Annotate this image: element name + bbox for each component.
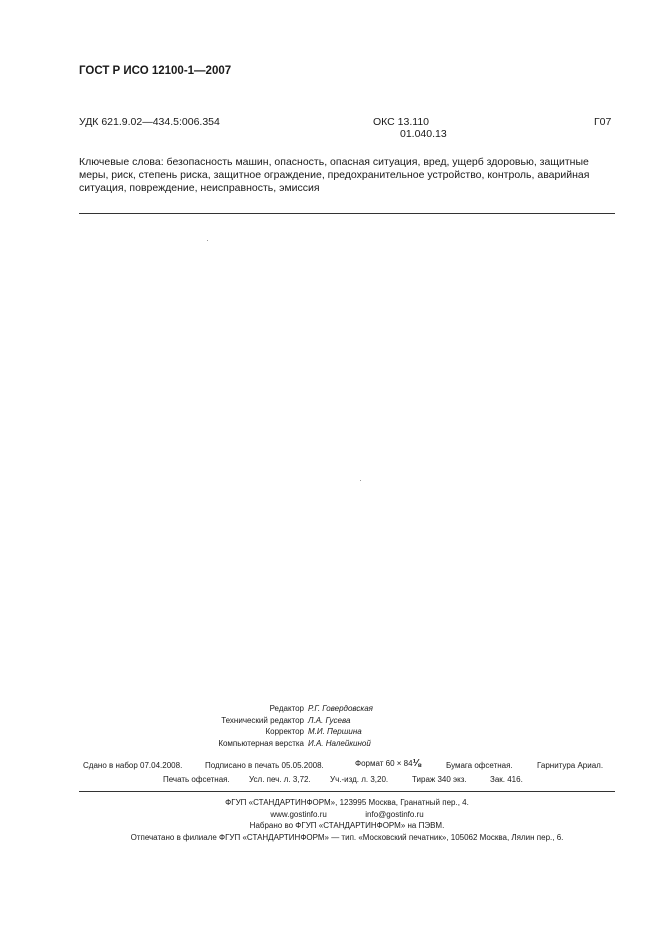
keywords-divider: [79, 213, 615, 214]
publisher-printed: Отпечатано в филиале ФГУП «СТАНДАРТИНФОРМ» — тип. «Московский печатник», 105062 Москва, Лялин пер., 6.: [130, 832, 564, 842]
oks-code-2: 01.040.13: [400, 128, 447, 140]
credit-name: И.А. Налейкиной: [308, 738, 371, 748]
imprint-font: Гарнитура Ариал.: [537, 761, 604, 770]
publisher-email[interactable]: info@gostinfo.ru: [365, 809, 424, 819]
credit-layout: [200, 738, 460, 750]
imprint-format: [355, 758, 421, 769]
group-code: Г07: [594, 116, 612, 128]
credit-name: Л.А. Гусева: [308, 715, 351, 725]
imprint-format-text: Формат 60 × 84: [355, 759, 413, 768]
scan-speck: [207, 240, 208, 241]
credit-tech-editor: [200, 715, 460, 727]
imprint-copies: Тираж 340 экз.: [412, 775, 467, 784]
credit-role: Редактор: [269, 704, 304, 713]
credit-role: Корректор: [265, 727, 304, 736]
imprint-conv-sheets: Усл. печ. л. 3,72.: [249, 775, 311, 784]
credit-name: Р.Г. Говердовская: [308, 704, 373, 713]
credit-corrector: [200, 726, 460, 738]
format-fraction: ⅛: [412, 758, 421, 769]
publisher-typeset: Набрано во ФГУП «СТАНДАРТИНФОРМ» на ПЭВМ.: [249, 821, 445, 830]
credit-role: Технический редактор: [221, 715, 304, 725]
imprint-print-type: Печать офсетная.: [163, 775, 230, 784]
credit-role: Компьютерная верстка: [218, 738, 304, 748]
credits-block: [200, 703, 460, 749]
credit-editor: [200, 703, 460, 715]
publisher-block: [79, 797, 615, 843]
imprint-paper: Бумага офсетная.: [446, 761, 513, 770]
publisher-site[interactable]: www.gostinfo.ru: [270, 809, 327, 819]
scan-speck: [360, 480, 361, 481]
imprint-order: Зак. 416.: [490, 775, 523, 784]
udk-code: УДК 621.9.02—434.5:006.354: [79, 116, 220, 128]
imprint-pub-sheets: Уч.-изд. л. 3,20.: [330, 775, 389, 784]
keywords: Ключевые слова: безопасность машин, опасность, опасная ситуация, вред, ущерб здоровью, защитные меры, риск, степень риска, защитное ограждение, предохранительное устройство, контроль, аварийная ситуация, повреждение, неисправность, эмиссия: [79, 156, 590, 194]
credit-name: М.И. Першина: [308, 727, 362, 736]
publisher-address: ФГУП «СТАНДАРТИНФОРМ», 123995 Москва, Гранатный пер., 4.: [225, 798, 469, 807]
imprint-divider: [79, 791, 615, 792]
publisher-contacts: [79, 809, 615, 821]
oks-code-1: ОКС 13.110: [373, 116, 430, 128]
standard-number: ГОСТ Р ИСО 12100-1—2007: [79, 65, 232, 77]
imprint-sent: Сдано в набор 07.04.2008.: [83, 761, 183, 770]
imprint-signed: Подписано в печать 05.05.2008.: [205, 761, 324, 770]
